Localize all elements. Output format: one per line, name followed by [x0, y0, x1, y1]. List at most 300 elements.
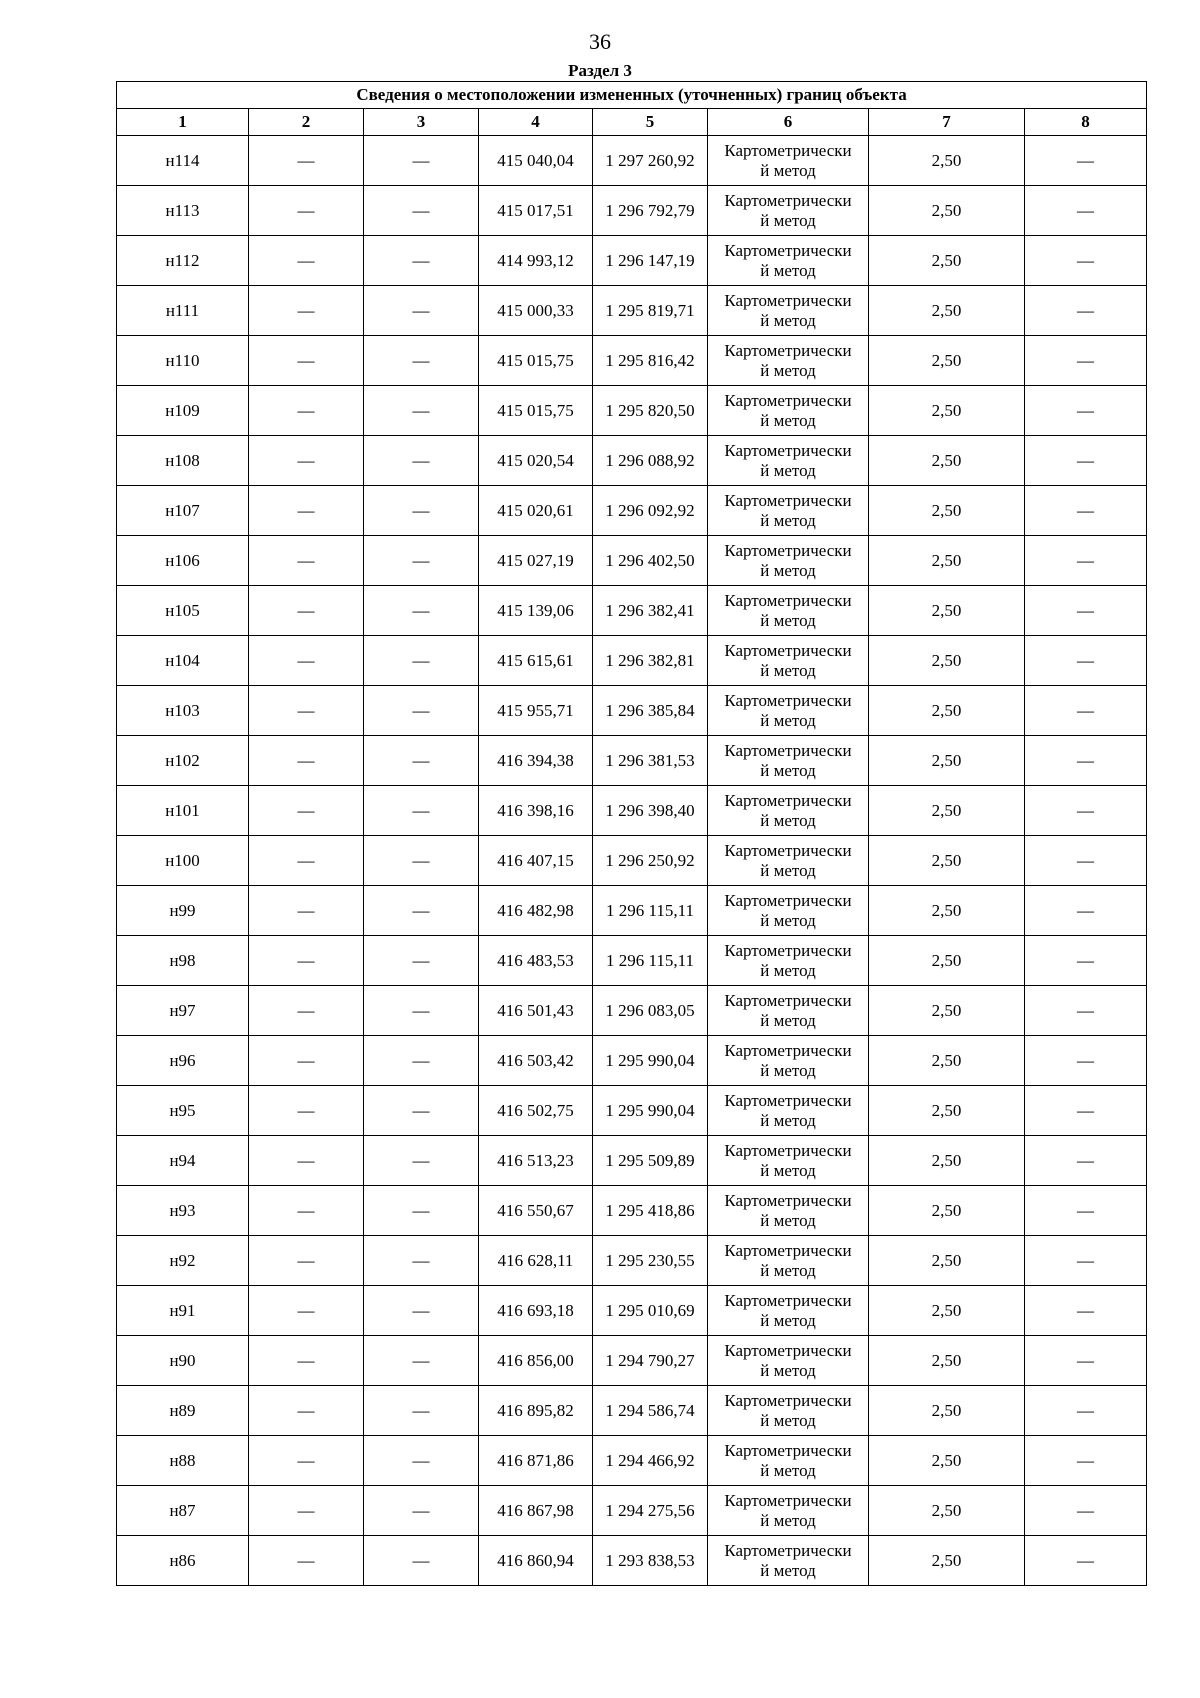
column-3-cell: — — [364, 1436, 479, 1486]
method-line-2: й метод — [760, 710, 816, 730]
method-cell — [708, 736, 869, 786]
point-cell: н108 — [117, 436, 249, 486]
accuracy-cell: 2,50 — [869, 1136, 1025, 1186]
column-8-cell: — — [1025, 336, 1147, 386]
y-coordinate-cell: 1 295 816,42 — [593, 336, 708, 386]
column-8-cell: — — [1025, 736, 1147, 786]
method-cell — [708, 136, 869, 186]
table-row — [117, 286, 1147, 336]
column-2-cell: — — [249, 1236, 364, 1286]
method-cell — [708, 436, 869, 486]
method-line-1: Картометрически — [724, 940, 852, 960]
column-3-cell: — — [364, 986, 479, 1036]
table-row — [117, 1386, 1147, 1436]
table-row — [117, 636, 1147, 686]
method-line-1: Картометрически — [724, 640, 852, 660]
x-coordinate-cell: 415 020,61 — [479, 486, 593, 536]
table-row — [117, 486, 1147, 536]
method-line-1: Картометрически — [724, 1540, 852, 1560]
table-row — [117, 786, 1147, 836]
y-coordinate-cell: 1 296 115,11 — [593, 886, 708, 936]
column-2-cell: — — [249, 486, 364, 536]
accuracy-cell: 2,50 — [869, 686, 1025, 736]
point-cell: н87 — [117, 1486, 249, 1536]
column-8-cell: — — [1025, 1486, 1147, 1536]
section-title: Раздел 3 — [568, 61, 632, 80]
column-3-cell: — — [364, 1186, 479, 1236]
method-line-1: Картометрически — [724, 1490, 852, 1510]
y-coordinate-cell: 1 295 990,04 — [593, 1086, 708, 1136]
method-cell — [708, 1186, 869, 1236]
method-cell — [708, 386, 869, 436]
accuracy-cell: 2,50 — [869, 336, 1025, 386]
point-cell: н92 — [117, 1236, 249, 1286]
x-coordinate-cell: 416 483,53 — [479, 936, 593, 986]
column-3-cell: — — [364, 1136, 479, 1186]
table-row — [117, 186, 1147, 236]
column-3-cell: — — [364, 1536, 479, 1586]
accuracy-cell: 2,50 — [869, 186, 1025, 236]
method-line-2: й метод — [760, 1010, 816, 1030]
x-coordinate-cell: 416 502,75 — [479, 1086, 593, 1136]
method-line-1: Картометрически — [724, 1040, 852, 1060]
column-8-cell: — — [1025, 1136, 1147, 1186]
point-cell: н103 — [117, 686, 249, 736]
column-number: 1 — [117, 109, 249, 136]
column-2-cell: — — [249, 1086, 364, 1136]
method-line-2: й метод — [760, 1260, 816, 1280]
accuracy-cell: 2,50 — [869, 236, 1025, 286]
accuracy-cell: 2,50 — [869, 636, 1025, 686]
table-row — [117, 1286, 1147, 1336]
column-number: 8 — [1025, 109, 1147, 136]
y-coordinate-cell: 1 296 382,41 — [593, 586, 708, 636]
y-coordinate-cell: 1 296 385,84 — [593, 686, 708, 736]
x-coordinate-cell: 415 139,06 — [479, 586, 593, 636]
method-line-2: й метод — [760, 1560, 816, 1580]
column-3-cell: — — [364, 286, 479, 336]
column-2-cell: — — [249, 1036, 364, 1086]
column-3-cell: — — [364, 936, 479, 986]
column-3-cell: — — [364, 136, 479, 186]
method-line-2: й метод — [760, 1210, 816, 1230]
accuracy-cell: 2,50 — [869, 1186, 1025, 1236]
accuracy-cell: 2,50 — [869, 136, 1025, 186]
table-row — [117, 136, 1147, 186]
accuracy-cell: 2,50 — [869, 1486, 1025, 1536]
method-line-2: й метод — [760, 460, 816, 480]
table-row — [117, 986, 1147, 1036]
accuracy-cell: 2,50 — [869, 386, 1025, 436]
column-3-cell: — — [364, 1086, 479, 1136]
column-number: 6 — [708, 109, 869, 136]
y-coordinate-cell: 1 295 990,04 — [593, 1036, 708, 1086]
column-2-cell: — — [249, 136, 364, 186]
column-2-cell: — — [249, 186, 364, 236]
method-cell — [708, 536, 869, 586]
method-line-2: й метод — [760, 1110, 816, 1130]
column-8-cell: — — [1025, 1436, 1147, 1486]
accuracy-cell: 2,50 — [869, 1336, 1025, 1386]
boundary-coordinates-table — [116, 81, 1147, 1586]
x-coordinate-cell: 416 860,94 — [479, 1536, 593, 1586]
column-8-cell: — — [1025, 136, 1147, 186]
column-3-cell: — — [364, 886, 479, 936]
column-3-cell: — — [364, 636, 479, 686]
column-8-cell: — — [1025, 1186, 1147, 1236]
table-row — [117, 1536, 1147, 1586]
column-8-cell: — — [1025, 1386, 1147, 1436]
method-cell — [708, 1486, 869, 1536]
column-2-cell: — — [249, 536, 364, 586]
method-cell — [708, 1086, 869, 1136]
point-cell: н99 — [117, 886, 249, 936]
column-8-cell: — — [1025, 1286, 1147, 1336]
point-cell: н104 — [117, 636, 249, 686]
method-line-2: й метод — [760, 810, 816, 830]
table-row — [117, 736, 1147, 786]
column-3-cell: — — [364, 836, 479, 886]
column-3-cell: — — [364, 786, 479, 836]
accuracy-cell: 2,50 — [869, 1036, 1025, 1086]
column-2-cell: — — [249, 386, 364, 436]
column-8-cell: — — [1025, 786, 1147, 836]
method-line-1: Картометрически — [724, 240, 852, 260]
column-3-cell: — — [364, 1486, 479, 1536]
point-cell: н89 — [117, 1386, 249, 1436]
column-8-cell: — — [1025, 586, 1147, 636]
accuracy-cell: 2,50 — [869, 1536, 1025, 1586]
y-coordinate-cell: 1 296 250,92 — [593, 836, 708, 886]
y-coordinate-cell: 1 294 466,92 — [593, 1436, 708, 1486]
column-number: 3 — [364, 109, 479, 136]
x-coordinate-cell: 416 394,38 — [479, 736, 593, 786]
accuracy-cell: 2,50 — [869, 1436, 1025, 1486]
accuracy-cell: 2,50 — [869, 986, 1025, 1036]
method-line-1: Картометрически — [724, 740, 852, 760]
point-cell: н111 — [117, 286, 249, 336]
column-2-cell: — — [249, 836, 364, 886]
accuracy-cell: 2,50 — [869, 836, 1025, 886]
x-coordinate-cell: 416 895,82 — [479, 1386, 593, 1436]
method-line-2: й метод — [760, 1460, 816, 1480]
column-2-cell: — — [249, 586, 364, 636]
column-8-cell: — — [1025, 986, 1147, 1036]
x-coordinate-cell: 416 407,15 — [479, 836, 593, 886]
method-line-2: й метод — [760, 960, 816, 980]
method-line-2: й метод — [760, 1410, 816, 1430]
table-row — [117, 1436, 1147, 1486]
y-coordinate-cell: 1 294 790,27 — [593, 1336, 708, 1386]
y-coordinate-cell: 1 296 382,81 — [593, 636, 708, 686]
point-cell: н100 — [117, 836, 249, 886]
method-line-2: й метод — [760, 1360, 816, 1380]
page-number: 36 — [589, 29, 611, 54]
table-row — [117, 386, 1147, 436]
point-cell: н102 — [117, 736, 249, 786]
method-line-1: Картометрически — [724, 1340, 852, 1360]
y-coordinate-cell: 1 295 010,69 — [593, 1286, 708, 1336]
method-line-1: Картометрически — [724, 290, 852, 310]
point-cell: н114 — [117, 136, 249, 186]
column-3-cell: — — [364, 1336, 479, 1386]
table-row — [117, 536, 1147, 586]
column-8-cell: — — [1025, 1036, 1147, 1086]
method-line-1: Картометрически — [724, 440, 852, 460]
point-cell: н95 — [117, 1086, 249, 1136]
method-line-1: Картометрически — [724, 1090, 852, 1110]
column-2-cell: — — [249, 1186, 364, 1236]
column-3-cell: — — [364, 736, 479, 786]
method-line-2: й метод — [760, 510, 816, 530]
y-coordinate-cell: 1 296 092,92 — [593, 486, 708, 536]
column-2-cell: — — [249, 736, 364, 786]
method-line-1: Картометрически — [724, 1390, 852, 1410]
method-line-1: Картометрически — [724, 1240, 852, 1260]
column-2-cell: — — [249, 886, 364, 936]
method-cell — [708, 786, 869, 836]
accuracy-cell: 2,50 — [869, 486, 1025, 536]
point-cell: н90 — [117, 1336, 249, 1386]
method-cell — [708, 336, 869, 386]
point-cell: н112 — [117, 236, 249, 286]
method-line-1: Картометрически — [724, 1290, 852, 1310]
column-8-cell: — — [1025, 286, 1147, 336]
method-cell — [708, 936, 869, 986]
column-3-cell: — — [364, 686, 479, 736]
table-row — [117, 936, 1147, 986]
column-3-cell: — — [364, 1036, 479, 1086]
column-number: 5 — [593, 109, 708, 136]
accuracy-cell: 2,50 — [869, 786, 1025, 836]
column-3-cell: — — [364, 386, 479, 436]
x-coordinate-cell: 415 955,71 — [479, 686, 593, 736]
column-2-cell: — — [249, 636, 364, 686]
column-2-cell: — — [249, 986, 364, 1036]
method-cell — [708, 1286, 869, 1336]
method-cell — [708, 686, 869, 736]
column-2-cell: — — [249, 436, 364, 486]
y-coordinate-cell: 1 296 398,40 — [593, 786, 708, 836]
x-coordinate-cell: 415 015,75 — [479, 336, 593, 386]
column-number: 2 — [249, 109, 364, 136]
method-line-2: й метод — [760, 560, 816, 580]
accuracy-cell: 2,50 — [869, 736, 1025, 786]
column-3-cell: — — [364, 436, 479, 486]
x-coordinate-cell: 414 993,12 — [479, 236, 593, 286]
column-8-cell: — — [1025, 386, 1147, 436]
method-cell — [708, 186, 869, 236]
point-cell: н106 — [117, 536, 249, 586]
y-coordinate-cell: 1 295 820,50 — [593, 386, 708, 436]
table-row — [117, 586, 1147, 636]
column-8-cell: — — [1025, 1336, 1147, 1386]
column-8-cell: — — [1025, 1086, 1147, 1136]
method-line-1: Картометрически — [724, 1140, 852, 1160]
x-coordinate-cell: 416 871,86 — [479, 1436, 593, 1486]
method-line-1: Картометрически — [724, 790, 852, 810]
table-title: Сведения о местоположении измененных (уточненных) границ объекта — [117, 82, 1147, 109]
method-line-2: й метод — [760, 910, 816, 930]
x-coordinate-cell: 416 867,98 — [479, 1486, 593, 1536]
table-row — [117, 686, 1147, 736]
method-line-1: Картометрически — [724, 540, 852, 560]
y-coordinate-cell: 1 296 083,05 — [593, 986, 708, 1036]
point-cell: н105 — [117, 586, 249, 636]
y-coordinate-cell: 1 294 275,56 — [593, 1486, 708, 1536]
x-coordinate-cell: 416 693,18 — [479, 1286, 593, 1336]
method-line-2: й метод — [760, 860, 816, 880]
x-coordinate-cell: 416 856,00 — [479, 1336, 593, 1386]
method-cell — [708, 636, 869, 686]
method-line-1: Картометрически — [724, 990, 852, 1010]
column-2-cell: — — [249, 336, 364, 386]
table-row — [117, 1236, 1147, 1286]
point-cell: н94 — [117, 1136, 249, 1186]
accuracy-cell: 2,50 — [869, 286, 1025, 336]
x-coordinate-cell: 416 398,16 — [479, 786, 593, 836]
y-coordinate-cell: 1 296 381,53 — [593, 736, 708, 786]
y-coordinate-cell: 1 295 509,89 — [593, 1136, 708, 1186]
method-line-2: й метод — [760, 210, 816, 230]
y-coordinate-cell: 1 296 147,19 — [593, 236, 708, 286]
method-line-1: Картометрически — [724, 190, 852, 210]
column-2-cell: — — [249, 936, 364, 986]
column-3-cell: — — [364, 1286, 479, 1336]
x-coordinate-cell: 415 615,61 — [479, 636, 593, 686]
column-2-cell: — — [249, 1336, 364, 1386]
method-cell — [708, 836, 869, 886]
method-line-2: й метод — [760, 160, 816, 180]
method-line-2: й метод — [760, 260, 816, 280]
point-cell: н96 — [117, 1036, 249, 1086]
column-number-row — [117, 109, 1147, 136]
method-cell — [708, 1336, 869, 1386]
point-cell: н101 — [117, 786, 249, 836]
column-2-cell: — — [249, 1536, 364, 1586]
method-line-2: й метод — [760, 760, 816, 780]
method-cell — [708, 1386, 869, 1436]
method-line-1: Картометрически — [724, 1440, 852, 1460]
column-3-cell: — — [364, 1236, 479, 1286]
y-coordinate-cell: 1 295 418,86 — [593, 1186, 708, 1236]
x-coordinate-cell: 415 000,33 — [479, 286, 593, 336]
column-2-cell: — — [249, 1136, 364, 1186]
table-row — [117, 1486, 1147, 1536]
column-2-cell: — — [249, 786, 364, 836]
method-cell — [708, 1136, 869, 1186]
method-line-1: Картометрически — [724, 1190, 852, 1210]
point-cell: н98 — [117, 936, 249, 986]
column-3-cell: — — [364, 336, 479, 386]
column-8-cell: — — [1025, 186, 1147, 236]
method-cell — [708, 286, 869, 336]
column-8-cell: — — [1025, 686, 1147, 736]
x-coordinate-cell: 416 503,42 — [479, 1036, 593, 1086]
column-3-cell: — — [364, 236, 479, 286]
column-8-cell: — — [1025, 886, 1147, 936]
method-cell — [708, 1436, 869, 1486]
accuracy-cell: 2,50 — [869, 936, 1025, 986]
accuracy-cell: 2,50 — [869, 436, 1025, 486]
table-row — [117, 1186, 1147, 1236]
column-number: 7 — [869, 109, 1025, 136]
column-8-cell: — — [1025, 636, 1147, 686]
column-2-cell: — — [249, 1386, 364, 1436]
point-cell: н86 — [117, 1536, 249, 1586]
column-3-cell: — — [364, 536, 479, 586]
accuracy-cell: 2,50 — [869, 1386, 1025, 1436]
method-line-2: й метод — [760, 360, 816, 380]
method-line-2: й метод — [760, 1310, 816, 1330]
column-2-cell: — — [249, 286, 364, 336]
method-cell — [708, 1236, 869, 1286]
accuracy-cell: 2,50 — [869, 1236, 1025, 1286]
column-8-cell: — — [1025, 836, 1147, 886]
point-cell: н97 — [117, 986, 249, 1036]
column-2-cell: — — [249, 686, 364, 736]
table-row — [117, 236, 1147, 286]
method-line-1: Картометрически — [724, 490, 852, 510]
method-line-2: й метод — [760, 410, 816, 430]
column-3-cell: — — [364, 186, 479, 236]
point-cell: н113 — [117, 186, 249, 236]
column-2-cell: — — [249, 1436, 364, 1486]
x-coordinate-cell: 416 550,67 — [479, 1186, 593, 1236]
x-coordinate-cell: 416 628,11 — [479, 1236, 593, 1286]
method-cell — [708, 486, 869, 536]
column-3-cell: — — [364, 1386, 479, 1436]
column-3-cell: — — [364, 486, 479, 536]
method-line-1: Картометрически — [724, 690, 852, 710]
x-coordinate-cell: 415 027,19 — [479, 536, 593, 586]
method-cell — [708, 236, 869, 286]
point-cell: н91 — [117, 1286, 249, 1336]
point-cell: н109 — [117, 386, 249, 436]
method-cell — [708, 586, 869, 636]
column-8-cell: — — [1025, 936, 1147, 986]
column-8-cell: — — [1025, 436, 1147, 486]
column-2-cell: — — [249, 1286, 364, 1336]
x-coordinate-cell: 415 015,75 — [479, 386, 593, 436]
point-cell: н88 — [117, 1436, 249, 1486]
y-coordinate-cell: 1 295 230,55 — [593, 1236, 708, 1286]
column-8-cell: — — [1025, 1236, 1147, 1286]
x-coordinate-cell: 416 501,43 — [479, 986, 593, 1036]
method-line-1: Картометрически — [724, 390, 852, 410]
y-coordinate-cell: 1 295 819,71 — [593, 286, 708, 336]
accuracy-cell: 2,50 — [869, 1086, 1025, 1136]
column-8-cell: — — [1025, 536, 1147, 586]
method-cell — [708, 1536, 869, 1586]
y-coordinate-cell: 1 296 792,79 — [593, 186, 708, 236]
table-row — [117, 336, 1147, 386]
x-coordinate-cell: 416 513,23 — [479, 1136, 593, 1186]
column-8-cell: — — [1025, 486, 1147, 536]
table-row — [117, 1086, 1147, 1136]
method-line-1: Картометрически — [724, 590, 852, 610]
y-coordinate-cell: 1 296 088,92 — [593, 436, 708, 486]
method-line-2: й метод — [760, 610, 816, 630]
method-line-1: Картометрически — [724, 890, 852, 910]
method-line-2: й метод — [760, 660, 816, 680]
x-coordinate-cell: 415 020,54 — [479, 436, 593, 486]
point-cell: н107 — [117, 486, 249, 536]
accuracy-cell: 2,50 — [869, 1286, 1025, 1336]
table-row — [117, 436, 1147, 486]
y-coordinate-cell: 1 297 260,92 — [593, 136, 708, 186]
method-line-1: Картометрически — [724, 340, 852, 360]
